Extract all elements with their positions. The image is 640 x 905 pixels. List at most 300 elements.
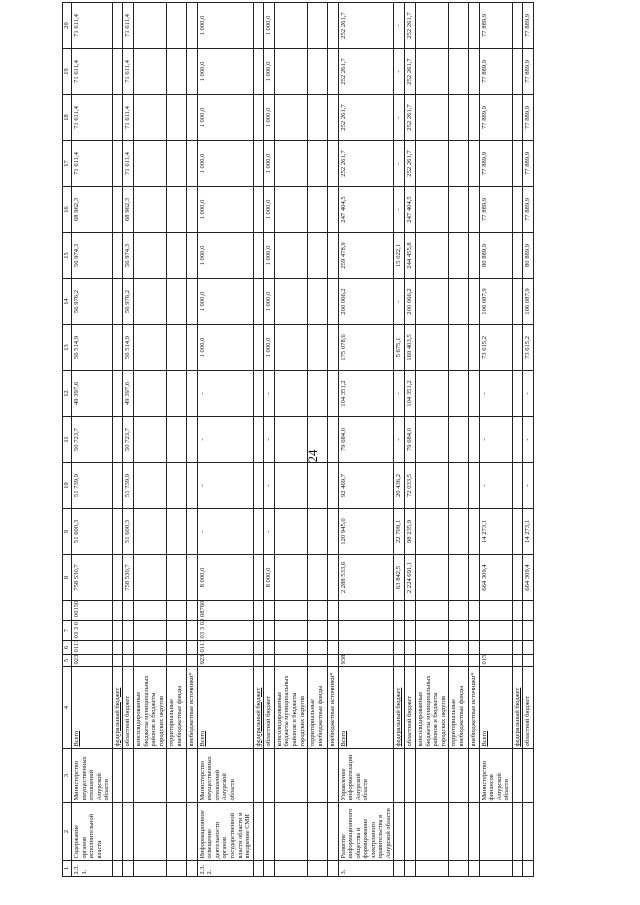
amount-cell — [449, 555, 469, 601]
table-row — [405, 3, 416, 877]
amount-cell: 51 739,9 — [72, 463, 113, 509]
amount-cell: 14 273,1 — [479, 509, 512, 555]
amount-cell: 20 436,2 — [394, 463, 405, 509]
amount-cell — [167, 141, 187, 187]
amount-cell — [134, 555, 167, 601]
funding-source-cell: Всего — [479, 667, 512, 749]
table-cell — [405, 601, 416, 621]
amount-cell: 71 611,4 — [72, 95, 113, 141]
table-cell — [394, 749, 405, 803]
amount-cell — [187, 49, 198, 95]
amount-cell — [187, 187, 198, 233]
amount-cell: 200 066,2 — [338, 279, 394, 325]
amount-cell — [449, 3, 469, 49]
amount-cell — [274, 233, 307, 279]
amount-cell: 56 514,9 — [123, 325, 134, 371]
table-cell — [469, 861, 480, 877]
amount-cell: 169 403,5 — [405, 325, 416, 371]
amount-cell — [274, 141, 307, 187]
amount-cell: 8 000,0 — [264, 555, 275, 601]
table-cell — [134, 803, 167, 861]
amount-cell — [328, 141, 339, 187]
table-cell: Министерство имущественных отношений Амурской области — [72, 749, 113, 803]
amount-cell — [512, 555, 523, 601]
table-row — [338, 3, 394, 877]
amount-cell: - — [394, 187, 405, 233]
table-cell — [274, 641, 307, 655]
amount-cell — [167, 555, 187, 601]
amount-cell: - — [197, 417, 253, 463]
amount-cell — [328, 555, 339, 601]
amount-cell — [112, 417, 123, 463]
amount-cell — [328, 371, 339, 417]
amount-cell: 68 962,3 — [123, 187, 134, 233]
table-cell — [479, 601, 512, 621]
amount-cell: 1 000,0 — [197, 49, 253, 95]
table-cell — [134, 621, 167, 641]
amount-cell: 79 684,0 — [405, 417, 416, 463]
table-row — [253, 3, 264, 877]
table-cell — [253, 641, 264, 655]
amount-cell — [308, 95, 328, 141]
amount-cell — [469, 509, 480, 555]
amount-cell: 252 261,7 — [338, 49, 394, 95]
amount-cell — [187, 95, 198, 141]
table-cell — [167, 641, 187, 655]
table-cell — [479, 861, 512, 877]
column-number-cell: 15 — [63, 233, 72, 279]
amount-cell — [449, 279, 469, 325]
funding-source-cell: федеральный бюджет — [512, 667, 523, 749]
amount-cell: 120 945,0 — [338, 509, 394, 555]
amount-cell — [308, 279, 328, 325]
amount-cell — [512, 371, 523, 417]
table-cell — [405, 749, 416, 803]
funding-source-cell: консолидированные бюджеты муниципальных районов и бюджеты городских округов — [416, 667, 449, 749]
amount-cell — [167, 49, 187, 95]
amount-cell — [187, 417, 198, 463]
amount-cell: 252 261,7 — [338, 95, 394, 141]
amount-cell — [308, 371, 328, 417]
funding-source-cell: областной бюджет — [523, 667, 534, 749]
table-cell — [134, 861, 167, 877]
table-cell — [394, 621, 405, 641]
table-cell — [253, 861, 264, 877]
amount-cell — [416, 509, 449, 555]
table-cell — [416, 655, 449, 667]
amount-cell: 72 033,5 — [405, 463, 416, 509]
amount-cell — [253, 95, 264, 141]
table-cell — [405, 641, 416, 655]
amount-cell: 77 889,9 — [479, 3, 512, 49]
table-cell — [187, 655, 198, 667]
table-cell — [512, 861, 523, 877]
amount-cell — [449, 463, 469, 509]
amount-cell — [469, 555, 480, 601]
amount-cell — [167, 509, 187, 555]
table-cell — [112, 601, 123, 621]
amount-cell — [134, 141, 167, 187]
table-cell — [394, 655, 405, 667]
amount-cell — [112, 555, 123, 601]
column-number-cell: 3 — [63, 749, 72, 803]
amount-cell: - — [264, 463, 275, 509]
column-number-cell: 11 — [63, 417, 72, 463]
amount-cell — [253, 49, 264, 95]
amount-cell — [112, 3, 123, 49]
amount-cell — [134, 463, 167, 509]
table-cell: 2.3.1. — [72, 861, 113, 877]
amount-cell: 1 000,0 — [197, 95, 253, 141]
amount-cell: 106 087,9 — [523, 279, 534, 325]
amount-cell: 68 962,3 — [72, 187, 113, 233]
table-cell — [394, 641, 405, 655]
amount-cell — [253, 3, 264, 49]
table-cell — [112, 803, 123, 861]
amount-cell — [253, 141, 264, 187]
table-cell: 923 — [72, 655, 113, 667]
amount-cell: 51 600,3 — [72, 509, 113, 555]
table-row — [264, 3, 275, 877]
amount-cell — [187, 3, 198, 49]
amount-cell — [274, 49, 307, 95]
table-cell — [512, 803, 523, 861]
amount-cell — [112, 141, 123, 187]
column-number-cell: 17 — [63, 141, 72, 187]
amount-cell — [112, 371, 123, 417]
funding-source-cell: консолидированные бюджеты муниципальных районов и бюджеты городских округов — [134, 667, 167, 749]
amount-cell: - — [197, 463, 253, 509]
amount-cell — [308, 555, 328, 601]
amount-cell: 1 000,0 — [264, 187, 275, 233]
amount-cell: 1 000,0 — [264, 3, 275, 49]
amount-cell: 56 976,2 — [123, 279, 134, 325]
table-cell — [512, 749, 523, 803]
amount-cell: 51 739,9 — [123, 463, 134, 509]
amount-cell: 22 709,1 — [394, 509, 405, 555]
amount-cell — [134, 279, 167, 325]
table-row — [479, 3, 512, 877]
table-cell — [416, 621, 449, 641]
table-cell — [264, 641, 275, 655]
table-cell — [274, 749, 307, 803]
table-cell — [134, 749, 167, 803]
amount-cell: 1 000,0 — [197, 187, 253, 233]
table-cell — [394, 601, 405, 621]
amount-cell — [274, 95, 307, 141]
amount-cell — [167, 3, 187, 49]
amount-cell — [134, 509, 167, 555]
amount-cell — [187, 509, 198, 555]
table-cell — [328, 621, 339, 641]
table-cell — [123, 861, 134, 877]
table-cell: Управление информатизации Амурской области — [338, 749, 394, 803]
table-row — [187, 3, 198, 877]
table-cell: 0113 — [197, 641, 253, 655]
funding-source-cell: территориальные внебюджетные фонды — [167, 667, 187, 749]
amount-cell — [512, 325, 523, 371]
table-cell — [274, 861, 307, 877]
table-cell — [523, 601, 534, 621]
amount-cell — [167, 279, 187, 325]
table-cell — [512, 621, 523, 641]
amount-cell — [449, 417, 469, 463]
table-cell — [167, 621, 187, 641]
amount-cell: 77 889,9 — [479, 187, 512, 233]
amount-cell — [274, 555, 307, 601]
column-number-cell: 8 — [63, 555, 72, 601]
amount-cell: - — [479, 417, 512, 463]
amount-cell — [274, 417, 307, 463]
amount-cell — [308, 49, 328, 95]
table-cell — [449, 749, 469, 803]
amount-cell — [134, 233, 167, 279]
table-cell — [523, 749, 534, 803]
amount-cell — [512, 141, 523, 187]
amount-cell — [416, 187, 449, 233]
table-cell — [338, 621, 394, 641]
table-cell — [479, 803, 512, 861]
amount-cell — [328, 3, 339, 49]
amount-cell: 56 974,3 — [123, 233, 134, 279]
funding-source-cell: консолидированные бюджеты муниципальных районов и бюджеты городских округов — [274, 667, 307, 749]
table-cell — [253, 621, 264, 641]
amount-cell — [134, 3, 167, 49]
table-cell: Информационное освещение деятельности органов государственной власти области и внедрение СМИ — [197, 803, 253, 861]
amount-cell: 664 309,4 — [523, 555, 534, 601]
amount-cell: 77 889,9 — [523, 187, 534, 233]
amount-cell — [274, 371, 307, 417]
table-cell — [328, 641, 339, 655]
amount-cell — [328, 187, 339, 233]
table-cell: 03 3 03 08760 — [197, 621, 253, 641]
table-row — [72, 3, 113, 877]
amount-cell — [416, 555, 449, 601]
table-cell — [449, 803, 469, 861]
amount-cell — [187, 325, 198, 371]
amount-cell — [253, 233, 264, 279]
funding-source-cell: территориальные внебюджетные фонды — [449, 667, 469, 749]
table-cell — [308, 601, 328, 621]
table-cell — [274, 803, 307, 861]
amount-cell — [328, 233, 339, 279]
amount-cell: 92 469,7 — [338, 463, 394, 509]
amount-cell — [469, 417, 480, 463]
amount-cell: 175 078,6 — [338, 325, 394, 371]
amount-cell: - — [523, 463, 534, 509]
table-cell — [308, 803, 328, 861]
table-cell — [167, 655, 187, 667]
amount-cell — [187, 141, 198, 187]
amount-cell — [469, 463, 480, 509]
amount-cell — [449, 95, 469, 141]
amount-cell: 104 351,2 — [405, 371, 416, 417]
funding-source-cell: внебюджетные источники* — [187, 667, 198, 749]
amount-cell — [112, 279, 123, 325]
table-cell — [167, 803, 187, 861]
table-cell: Содержание органов исполнительной власти — [72, 803, 113, 861]
amount-cell: 106 087,9 — [479, 279, 512, 325]
amount-cell — [449, 233, 469, 279]
table-cell — [123, 749, 134, 803]
funding-source-cell: Всего — [72, 667, 113, 749]
amount-cell: 77 889,9 — [523, 141, 534, 187]
table-cell — [274, 655, 307, 667]
table-cell: 03 3 01 00150 — [72, 621, 113, 641]
table-row — [123, 3, 134, 877]
amount-cell: - — [197, 509, 253, 555]
table-cell — [274, 621, 307, 641]
amount-cell: 50 723,7 — [123, 417, 134, 463]
amount-cell: - — [394, 3, 405, 49]
amount-cell — [469, 279, 480, 325]
table-cell — [405, 861, 416, 877]
amount-cell: - — [264, 509, 275, 555]
table-cell — [264, 803, 275, 861]
amount-cell: 104 351,2 — [338, 371, 394, 417]
amount-cell: 77 889,9 — [479, 49, 512, 95]
table-cell: 923 — [197, 655, 253, 667]
table-cell: Развитие информационного общества и формирование электронного правительства в Амурской области — [338, 803, 394, 861]
amount-cell — [449, 325, 469, 371]
amount-cell: 49 397,6 — [123, 371, 134, 417]
amount-cell: 71 611,4 — [123, 95, 134, 141]
table-row — [308, 3, 328, 877]
amount-cell — [449, 509, 469, 555]
amount-cell — [469, 141, 480, 187]
amount-cell — [167, 187, 187, 233]
column-number-cell: 10 — [63, 463, 72, 509]
amount-cell: 247 404,5 — [405, 187, 416, 233]
table-cell — [308, 861, 328, 877]
amount-cell — [308, 417, 328, 463]
amount-cell: 664 309,4 — [479, 555, 512, 601]
table-cell: 938 — [338, 655, 394, 667]
amount-cell — [416, 371, 449, 417]
amount-cell — [328, 279, 339, 325]
table-cell — [253, 655, 264, 667]
amount-cell — [308, 325, 328, 371]
table-cell — [112, 655, 123, 667]
amount-cell — [512, 49, 523, 95]
table-row — [167, 3, 187, 877]
amount-cell — [253, 371, 264, 417]
amount-cell — [187, 463, 198, 509]
table-cell — [416, 861, 449, 877]
amount-cell — [512, 463, 523, 509]
amount-cell — [274, 463, 307, 509]
funding-source-cell: областной бюджет — [405, 667, 416, 749]
amount-cell — [328, 49, 339, 95]
amount-cell: - — [523, 371, 534, 417]
table-cell — [449, 601, 469, 621]
column-number-cell: 4 — [63, 667, 72, 749]
amount-cell — [274, 509, 307, 555]
amount-cell — [187, 555, 198, 601]
table-cell — [394, 861, 405, 877]
amount-cell: 1 000,0 — [264, 95, 275, 141]
amount-cell: - — [394, 279, 405, 325]
amount-cell: 758 530,7 — [123, 555, 134, 601]
amount-cell — [416, 417, 449, 463]
amount-cell — [134, 49, 167, 95]
funding-source-cell: внебюджетные источники* — [469, 667, 480, 749]
table-cell — [469, 749, 480, 803]
table-cell — [523, 641, 534, 655]
table-cell — [187, 601, 198, 621]
amount-cell: 2 288 533,6 — [338, 555, 394, 601]
amount-cell — [308, 233, 328, 279]
table-cell — [449, 861, 469, 877]
amount-cell — [469, 95, 480, 141]
column-number-cell: 16 — [63, 187, 72, 233]
amount-cell: 252 261,7 — [405, 95, 416, 141]
table-cell — [112, 861, 123, 877]
amount-cell — [469, 371, 480, 417]
table-cell — [512, 601, 523, 621]
amount-cell — [328, 463, 339, 509]
amount-cell: - — [394, 141, 405, 187]
amount-cell: - — [394, 49, 405, 95]
amount-cell — [469, 49, 480, 95]
amount-cell: 56 974,3 — [72, 233, 113, 279]
table-row — [112, 3, 123, 877]
table-cell — [253, 749, 264, 803]
table-cell — [416, 749, 449, 803]
amount-cell: 252 261,7 — [405, 141, 416, 187]
amount-cell: 8 000,0 — [197, 555, 253, 601]
amount-cell: 73 615,2 — [479, 325, 512, 371]
amount-cell: 1 000,0 — [264, 279, 275, 325]
table-cell — [264, 655, 275, 667]
funding-source-cell: областной бюджет — [123, 667, 134, 749]
amount-cell — [449, 141, 469, 187]
table-cell — [112, 641, 123, 655]
amount-cell — [416, 233, 449, 279]
amount-cell — [416, 279, 449, 325]
amount-cell: - — [394, 417, 405, 463]
funding-source-cell: внебюджетные источники* — [328, 667, 339, 749]
amount-cell: 758 530,7 — [72, 555, 113, 601]
table-cell — [308, 621, 328, 641]
table-cell — [123, 803, 134, 861]
column-number-cell: 18 — [63, 95, 72, 141]
amount-cell: 15 022,1 — [394, 233, 405, 279]
table-cell — [264, 601, 275, 621]
amount-cell — [167, 233, 187, 279]
amount-cell — [112, 509, 123, 555]
table-cell — [469, 641, 480, 655]
column-number-cell: 20 — [63, 3, 72, 49]
amount-cell: 80 889,9 — [523, 233, 534, 279]
amount-cell: 71 611,4 — [123, 141, 134, 187]
amount-cell — [253, 325, 264, 371]
amount-cell — [308, 141, 328, 187]
amount-cell — [512, 417, 523, 463]
table-cell — [405, 803, 416, 861]
table-cell — [523, 861, 534, 877]
table-cell — [469, 655, 480, 667]
amount-cell: 1 000,0 — [197, 233, 253, 279]
column-number-cell: 5 — [63, 655, 72, 667]
table-cell — [187, 803, 198, 861]
amount-cell: 71 611,4 — [72, 3, 113, 49]
amount-cell — [512, 3, 523, 49]
amount-cell — [416, 95, 449, 141]
table-row — [134, 3, 167, 877]
amount-cell: - — [479, 371, 512, 417]
table-cell — [187, 621, 198, 641]
